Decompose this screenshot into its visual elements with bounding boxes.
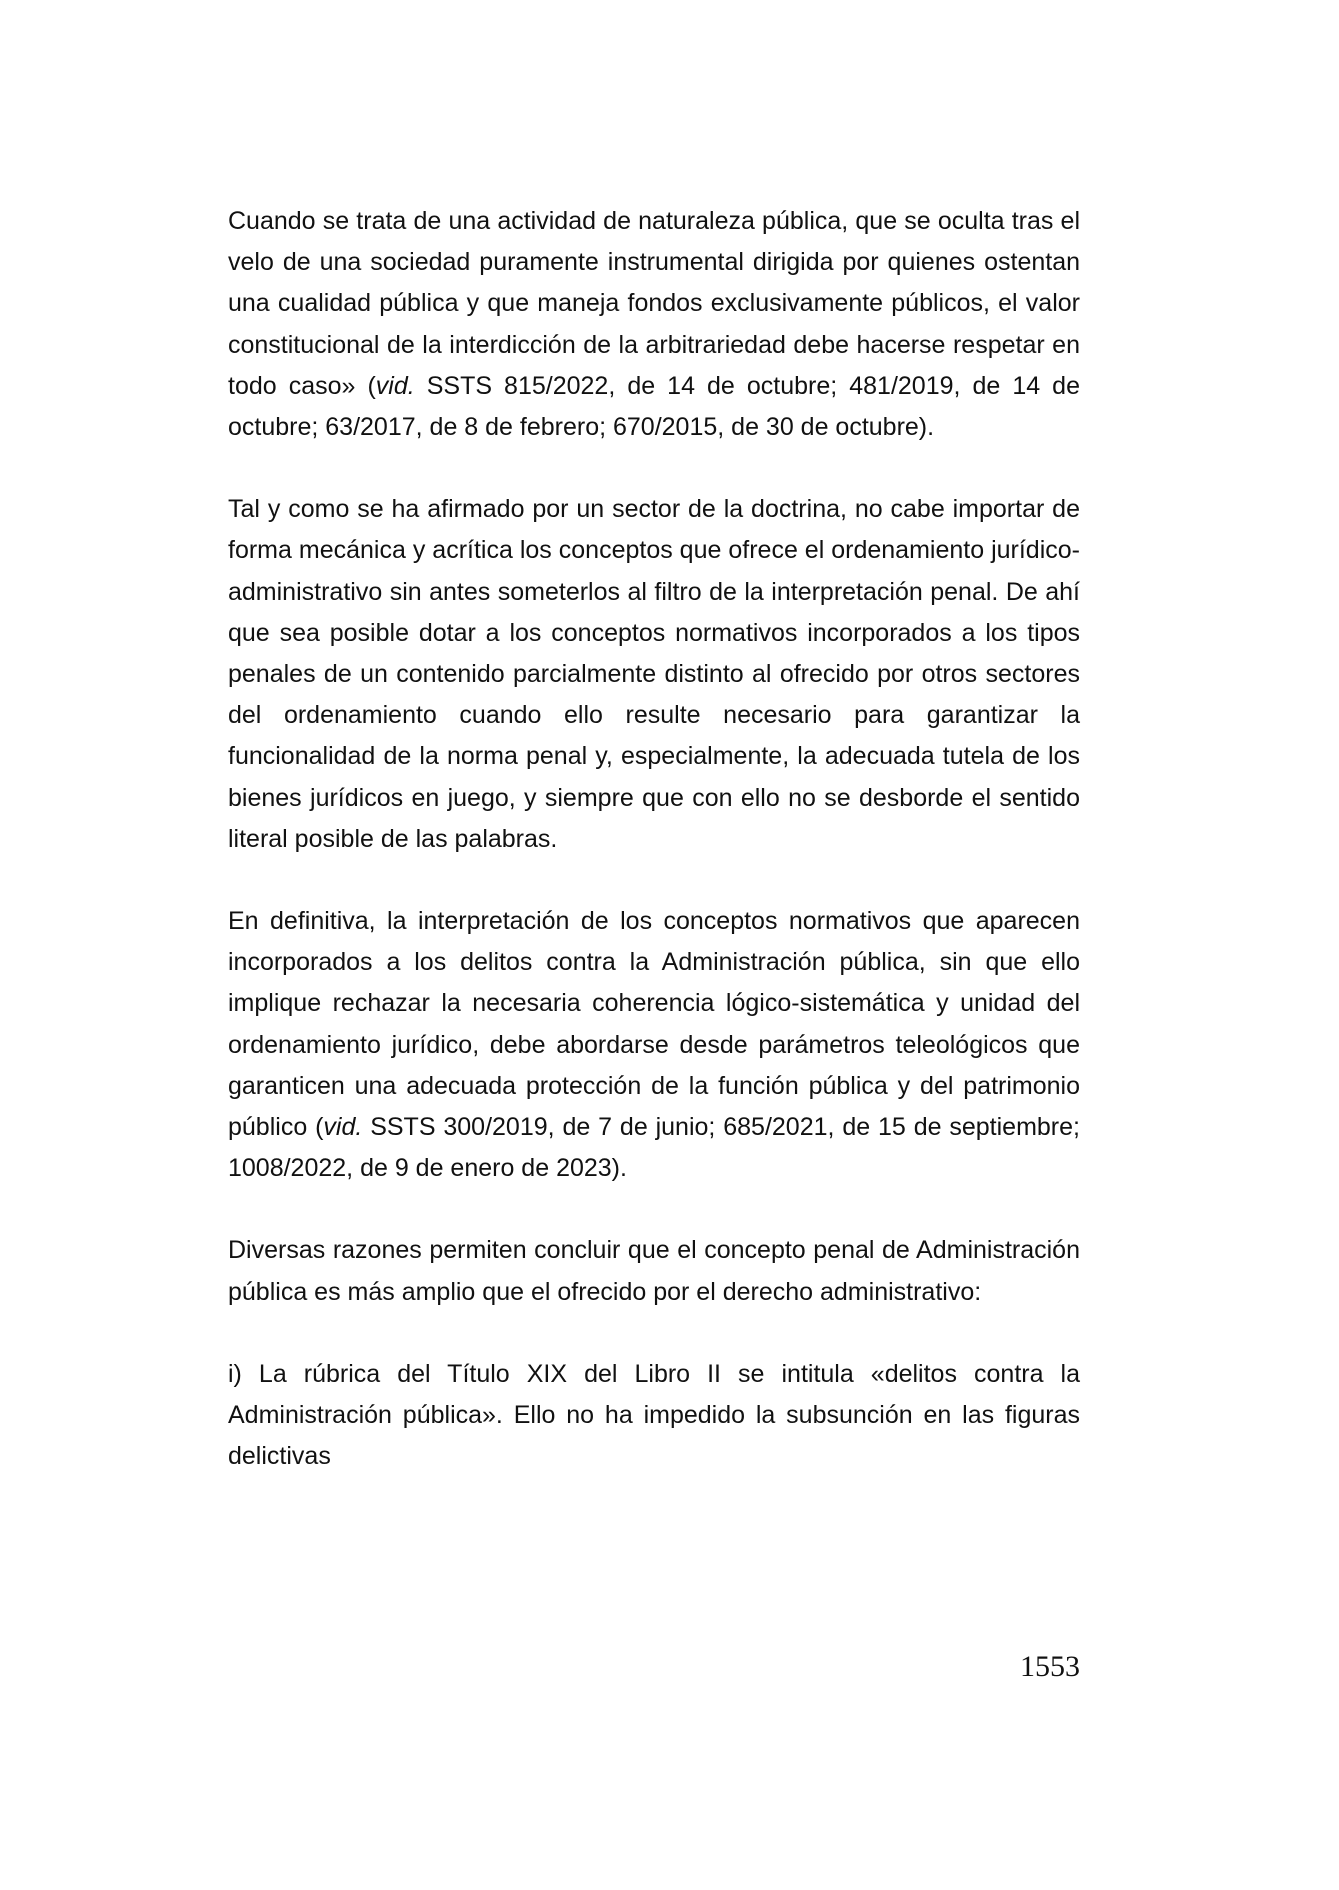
paragraph bbox=[228, 1354, 1080, 1478]
citation-abbreviation: vid. bbox=[323, 1113, 363, 1142]
paragraph bbox=[228, 489, 1080, 860]
paragraph-text: SSTS 815/2022, de 14 de octubre; 481/2019, de 14 de octubre; 63/2017, de 8 de febrero; 670/2015, de 30 de octubre). bbox=[228, 371, 1080, 442]
paragraph bbox=[228, 1230, 1080, 1312]
paragraph-text: SSTS 300/2019, de 7 de junio; 685/2021, de 15 de septiembre; 1008/2022, de 9 de enero de 2023). bbox=[228, 1113, 1080, 1183]
page-number: 1553 bbox=[1020, 1650, 1080, 1683]
paragraph-text: Diversas razones permiten concluir que el concepto penal de Administración pública es más amplio que el ofrecido por el derecho administrativo: bbox=[228, 1236, 1080, 1306]
paragraph-text: Tal y como se ha afirmado por un sector de la doctrina, no cabe importar de forma mecánica y acrítica los conceptos que ofrece el ordenamiento jurídico-administrativo sin antes someterlos al filtro de la interpretación penal. De ahí que sea posible dotar a los conceptos normativos incorporados a los tipos penales de un contenido parcialmente distinto al ofrecido por otros sectores del ordenamiento cuando ello resulte necesario para garantizar la funcionalidad de la norma penal y, especialmente, la adecuada tutela de los bienes jurídicos en juego, y siempre que con ello no se desborde el sentido literal posible de las palabras. bbox=[228, 495, 1080, 853]
paragraph bbox=[228, 201, 1080, 448]
paragraph-text: i) La rúbrica del Título XIX del Libro II se intitula «delitos contra la Administración pública». Ello no ha impedido la subsunción en las figuras delictivas bbox=[228, 1359, 1080, 1471]
paragraph-text: En definitiva, la interpretación de los conceptos normativos que aparecen incorporados a los delitos contra la Administración pública, sin que ello implique rechazar la necesaria coherencia lógico-sistemática y unidad del ordenamiento jurídico, debe abordarse desde parámetros teleológicos que garanticen una adecuada protección de la función pública y del patrimonio público ( bbox=[228, 907, 1080, 1142]
paragraph bbox=[228, 901, 1080, 1189]
body-text bbox=[228, 201, 1080, 1518]
paragraph-text: Cuando se trata de una actividad de naturaleza pública, que se oculta tras el velo de una sociedad puramente instrumental dirigida por quienes ostentan una cualidad pública y que maneja fondos exclusivamente públicos, el valor constitucional de la interdicción de la arbitrariedad debe hacerse respetar en todo caso» ( bbox=[228, 207, 1080, 400]
citation-abbreviation: vid. bbox=[375, 371, 415, 400]
